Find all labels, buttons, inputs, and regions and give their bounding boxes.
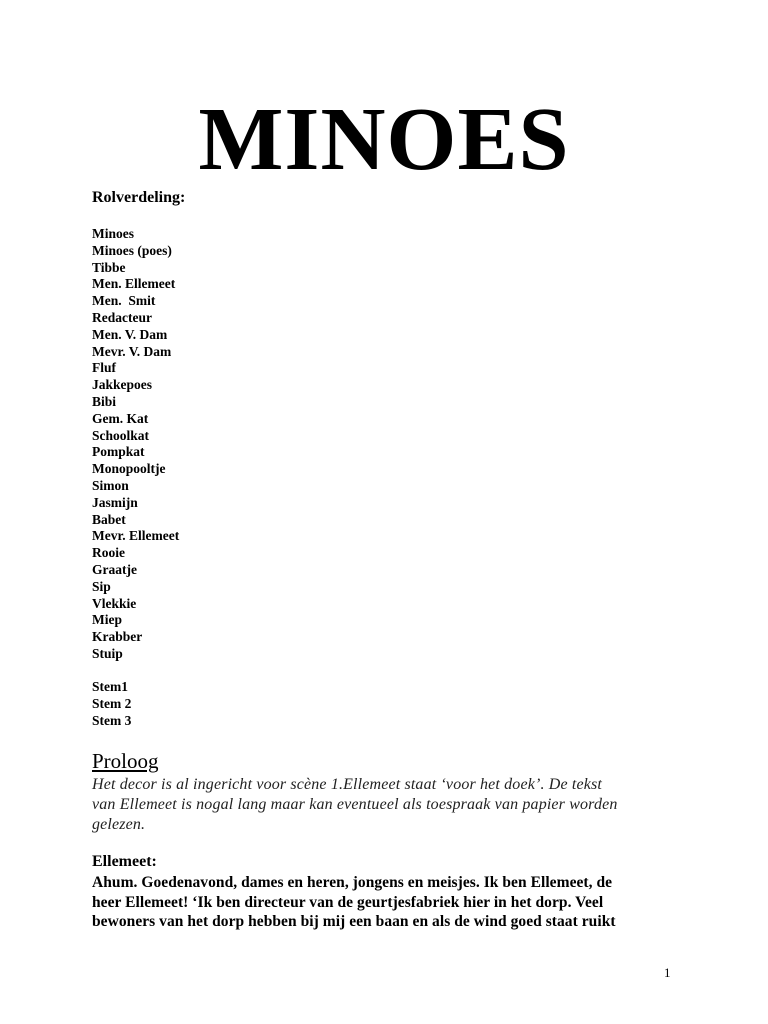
cast-item: Monopooltje bbox=[92, 461, 166, 477]
voice-list bbox=[92, 679, 131, 729]
cast-item: Jakkepoes bbox=[92, 377, 153, 393]
cast-item: Krabber bbox=[92, 629, 143, 645]
cast-item: Mevr. Ellemeet bbox=[92, 528, 180, 544]
document-title: MINOES bbox=[198, 90, 570, 189]
stage-direction bbox=[92, 775, 692, 835]
voice-item: Stem 3 bbox=[92, 712, 132, 728]
speech-line: Ahum. Goedenavond, dames en heren, jongens en meisjes. Ik ben Ellemeet, de bbox=[92, 874, 613, 891]
cast-item: Stuip bbox=[92, 645, 123, 661]
cast-item: Graatje bbox=[92, 561, 137, 577]
voice-item: Stem 2 bbox=[92, 695, 132, 711]
speaker-name: Ellemeet: bbox=[92, 853, 157, 870]
cast-item: Mevr. V. Dam bbox=[92, 343, 172, 359]
cast-item: Miep bbox=[92, 612, 122, 628]
cast-item: Minoes bbox=[92, 226, 134, 241]
cast-item: Sip bbox=[92, 578, 111, 594]
speech-line: heer Ellemeet! ‘Ik ben directeur van de geurtjesfabriek hier in het dorp. Veel bbox=[92, 893, 604, 911]
cast-item: Jasmijn bbox=[92, 494, 138, 510]
stage-direction-line: gelezen. bbox=[92, 816, 146, 833]
cast-item: Gem. Kat bbox=[92, 410, 149, 426]
cast-item: Fluf bbox=[92, 360, 117, 376]
cast-item: Schoolkat bbox=[92, 427, 150, 443]
cast-list bbox=[92, 226, 179, 663]
cast-item: Babet bbox=[92, 511, 126, 527]
cast-item: Men. Smit bbox=[92, 293, 156, 309]
stage-direction-line: van Ellemeet is nogal lang maar kan eventueel als toespraak van papier worden bbox=[92, 796, 618, 813]
stage-direction-line: Het decor is al ingericht voor scène 1.Ellemeet staat ‘voor het doek’. De tekst bbox=[92, 776, 602, 793]
cast-item: Redacteur bbox=[92, 309, 152, 325]
cast-item: Tibbe bbox=[92, 259, 126, 275]
cast-item: Bibi bbox=[92, 393, 117, 409]
cast-heading: Rolverdeling: bbox=[92, 189, 186, 206]
cast-item: Simon bbox=[92, 477, 129, 493]
speech-line: bewoners van het dorp hebben bij mij een baan en als de wind goed staat ruikt bbox=[92, 913, 616, 930]
prologue-heading: Proloog bbox=[92, 749, 159, 773]
cast-item: Pompkat bbox=[92, 444, 145, 460]
cast-item: Men. V. Dam bbox=[92, 326, 168, 342]
cast-item: Minoes (poes) bbox=[92, 242, 172, 258]
cast-item: Rooie bbox=[92, 545, 125, 561]
speech-text bbox=[92, 873, 702, 932]
cast-item: Vlekkie bbox=[92, 595, 137, 611]
voice-item: Stem1 bbox=[92, 679, 128, 694]
page-number: 1 bbox=[664, 965, 671, 980]
cast-item: Men. Ellemeet bbox=[92, 276, 176, 292]
